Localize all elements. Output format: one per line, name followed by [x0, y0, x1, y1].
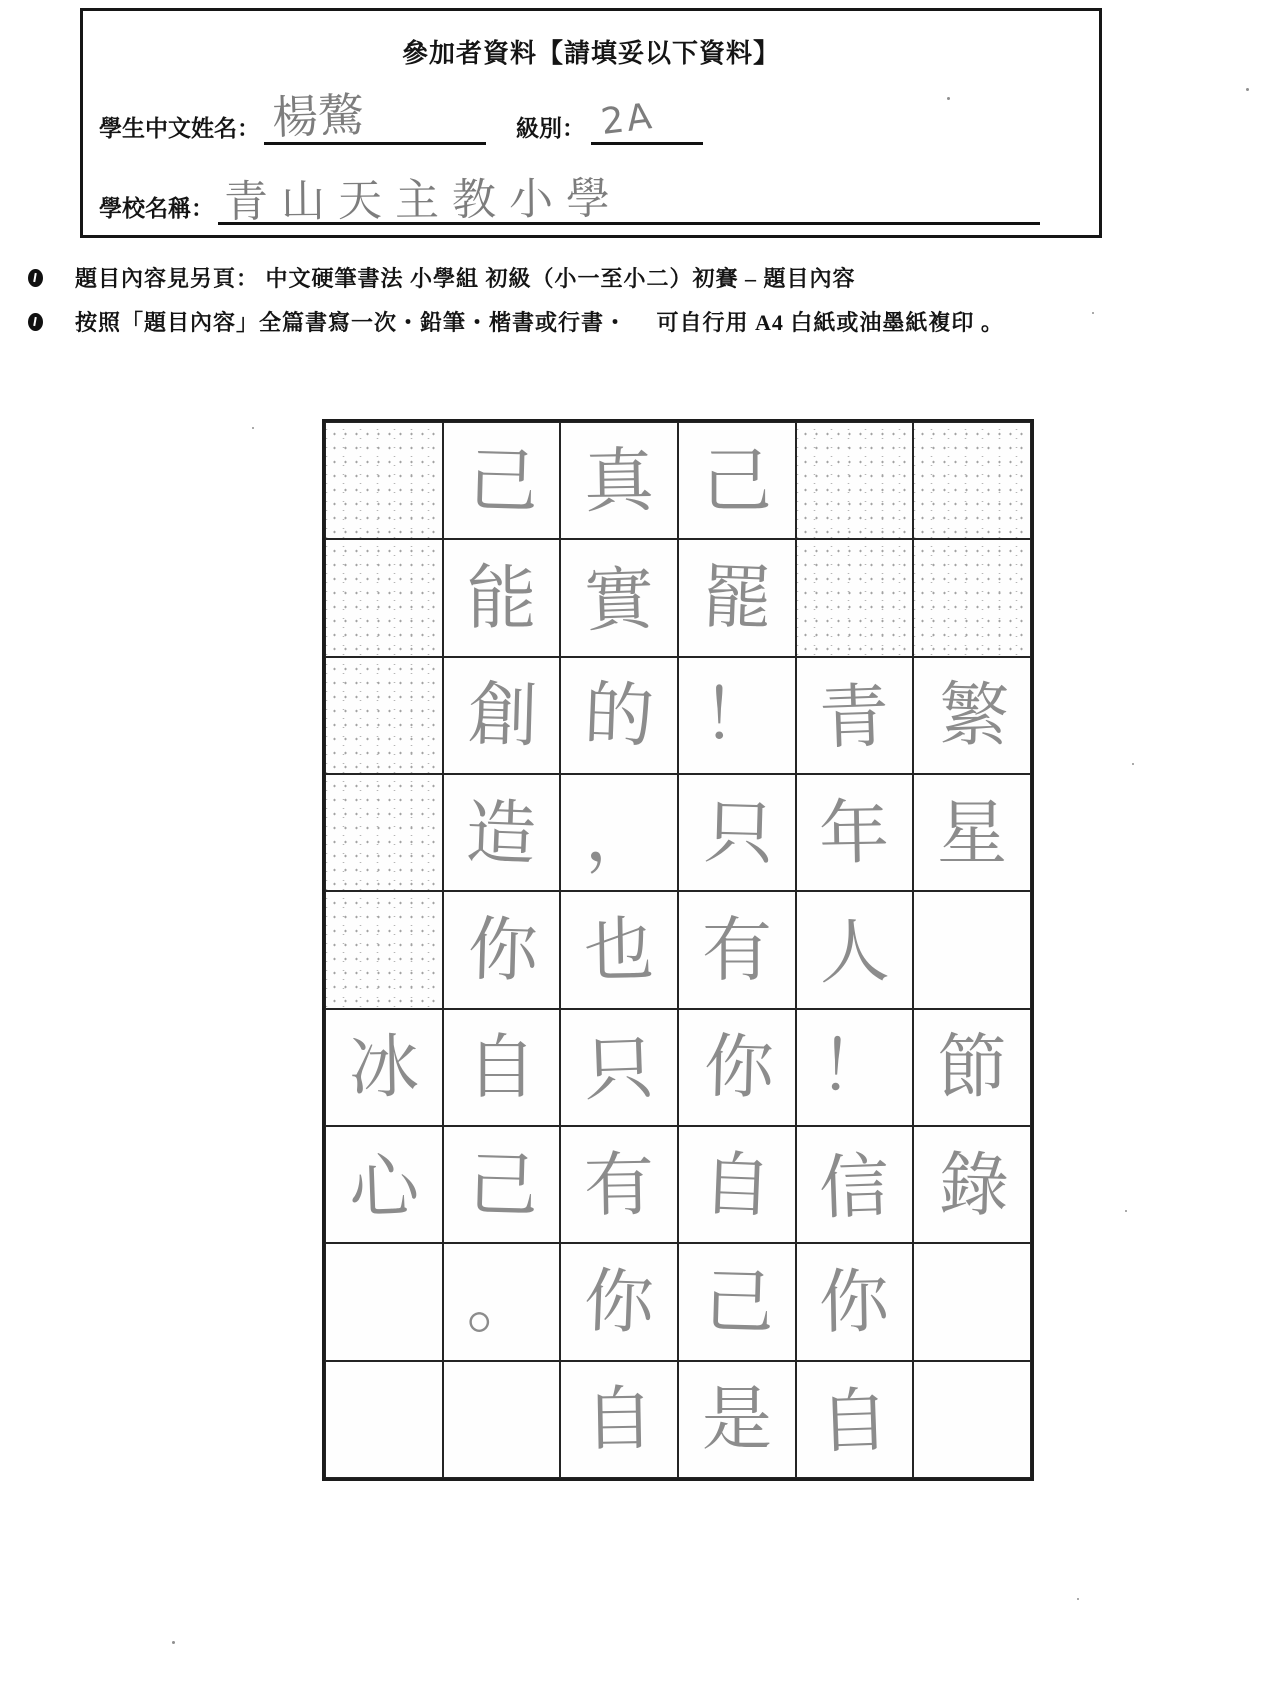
grid-cell — [325, 1126, 443, 1243]
handwritten-character: 繁 — [938, 673, 1011, 758]
bullet-dot-icon — [28, 269, 43, 287]
participant-info-box — [80, 8, 1102, 238]
grid-cell — [325, 891, 443, 1008]
scan-noise-dot — [1246, 88, 1249, 91]
bullet-dot-icon — [28, 313, 43, 331]
grid-cell — [443, 422, 561, 539]
handwritten-character: 自 — [466, 1026, 537, 1109]
grid-cell — [560, 1126, 678, 1243]
school-row — [99, 169, 1040, 228]
student-name-label: 學生中文姓名： — [99, 116, 260, 142]
grid-cell — [325, 539, 443, 656]
handwritten-character: 的 — [582, 673, 656, 758]
grid-cell — [678, 422, 796, 539]
instruction-text: 題目內容見另頁： 中文硬筆書法 小學組 初級（小一至小二）初賽 – 題目內容 — [75, 266, 856, 291]
class-field — [591, 89, 703, 145]
handwritten-character: 創 — [467, 673, 540, 758]
school-name-field — [218, 169, 1040, 228]
handwritten-character: 冰 — [348, 1025, 420, 1109]
scan-noise-dot — [1077, 1598, 1079, 1600]
handwritten-character: 己 — [467, 438, 540, 523]
handwritten-character: 真 — [583, 439, 655, 523]
handwritten-character: 自 — [583, 1377, 655, 1461]
handwritten-character: ！ — [701, 674, 772, 757]
grid-cell — [443, 1009, 561, 1126]
handwritten-character: 信 — [818, 1144, 891, 1229]
handwritten-character: 己 — [701, 439, 772, 522]
handwritten-character: 錄 — [938, 1142, 1011, 1227]
handwritten-character: 有 — [701, 908, 772, 991]
grid-cell — [913, 891, 1031, 1008]
handwritten-character: 自 — [700, 1142, 774, 1227]
handwritten-character: 實 — [582, 557, 656, 643]
grid-cell — [443, 774, 561, 891]
grid-cell — [678, 774, 796, 891]
handwritten-character: 也 — [583, 908, 655, 992]
handwritten-character: 只 — [582, 1027, 656, 1112]
grid-cell — [796, 657, 914, 774]
handwritten-character: 你 — [818, 1260, 891, 1344]
handwritten-character: ， — [582, 792, 656, 877]
grid-cell — [325, 657, 443, 774]
grid-cell — [913, 774, 1031, 891]
handwritten-student-name: 楊驁 — [271, 87, 366, 145]
handwritten-character: 你 — [582, 1259, 656, 1345]
handwritten-character: 造 — [464, 790, 539, 875]
handwritten-character: 你 — [467, 908, 540, 993]
grid-cell — [560, 1009, 678, 1126]
grid-cell — [678, 657, 796, 774]
grid-cell — [796, 422, 914, 539]
writing-grid — [322, 419, 1034, 1481]
handwritten-character: 你 — [702, 1025, 775, 1110]
grid-cell — [443, 1243, 561, 1360]
grid-cell — [560, 539, 678, 656]
grid-cell — [560, 1361, 678, 1478]
class-label: 級別： — [516, 116, 585, 142]
grid-cell — [796, 774, 914, 891]
handwritten-character: 罷 — [700, 555, 774, 641]
grid-cell — [796, 1009, 914, 1126]
grid-cell — [325, 774, 443, 891]
handwritten-character: 人 — [818, 909, 891, 995]
handwritten-character: 能 — [466, 556, 537, 639]
school-name-label: 學校名稱： — [99, 196, 214, 222]
grid-cell — [443, 539, 561, 656]
grid-cell — [560, 657, 678, 774]
name-class-row — [99, 89, 703, 145]
grid-cell — [913, 1126, 1031, 1243]
instruction-text: 按照「題目內容」全篇書寫一次・鉛筆・楷書或行書・ 可自行用 A4 白紙或油墨紙複印 。 — [75, 309, 1004, 335]
handwritten-character: 。 — [466, 1260, 537, 1343]
handwritten-character: 心 — [347, 1144, 421, 1229]
handwritten-character: 青 — [818, 675, 891, 760]
grid-cell — [796, 1126, 914, 1243]
scan-noise-dot — [947, 97, 950, 100]
grid-cell — [678, 1361, 796, 1478]
grid-cell — [443, 891, 561, 1008]
grid-cell — [913, 657, 1031, 774]
grid-cell — [913, 1009, 1031, 1126]
instruction-item — [28, 264, 1208, 294]
grid-cell — [560, 891, 678, 1008]
grid-cell — [796, 539, 914, 656]
grid-cell — [325, 1361, 443, 1478]
handwritten-character: 只 — [702, 790, 775, 875]
grid-cell — [796, 1361, 914, 1478]
grid-cell — [913, 1361, 1031, 1478]
handwritten-school-name: 青山天主教小學 — [223, 173, 624, 228]
handwritten-class: 2A — [598, 95, 657, 144]
handwritten-character: 自 — [818, 1379, 891, 1464]
grid-cell — [443, 1361, 561, 1478]
instruction-list — [28, 264, 1208, 351]
grid-cell — [443, 657, 561, 774]
grid-cell — [678, 539, 796, 656]
handwritten-character: 星 — [937, 791, 1008, 874]
grid-cell — [913, 1243, 1031, 1360]
grid-cell — [443, 1126, 561, 1243]
grid-cell — [560, 774, 678, 891]
grid-cell — [796, 1243, 914, 1360]
form-title: 參加者資料【請填妥以下資料】 — [401, 39, 780, 68]
grid-cell — [678, 891, 796, 1008]
scan-noise-dot — [252, 427, 254, 429]
grid-cell — [325, 422, 443, 539]
grid-cell — [678, 1009, 796, 1126]
grid-cell — [560, 1243, 678, 1360]
scan-noise-dot — [1132, 763, 1134, 765]
handwritten-character: 己 — [702, 1260, 775, 1345]
grid-cell — [325, 1009, 443, 1126]
handwritten-character: 有 — [583, 1143, 655, 1227]
handwritten-character: 節 — [937, 1026, 1008, 1109]
grid-cell — [560, 422, 678, 539]
student-name-field — [264, 89, 486, 145]
grid-cell — [678, 1126, 796, 1243]
grid-cell — [325, 1243, 443, 1360]
handwritten-character: 是 — [701, 1378, 772, 1461]
grid-cell — [678, 1243, 796, 1360]
handwritten-character: 己 — [467, 1142, 540, 1227]
grid-cell — [913, 422, 1031, 539]
handwritten-character: ！ — [817, 1025, 892, 1110]
scan-noise-dot — [1125, 1210, 1127, 1212]
scan-noise-dot — [1092, 312, 1094, 314]
scan-noise-dot — [172, 1641, 175, 1644]
instruction-item — [28, 308, 1208, 338]
grid-cell — [796, 891, 914, 1008]
grid-cell — [913, 539, 1031, 656]
handwritten-character: 年 — [818, 791, 891, 875]
